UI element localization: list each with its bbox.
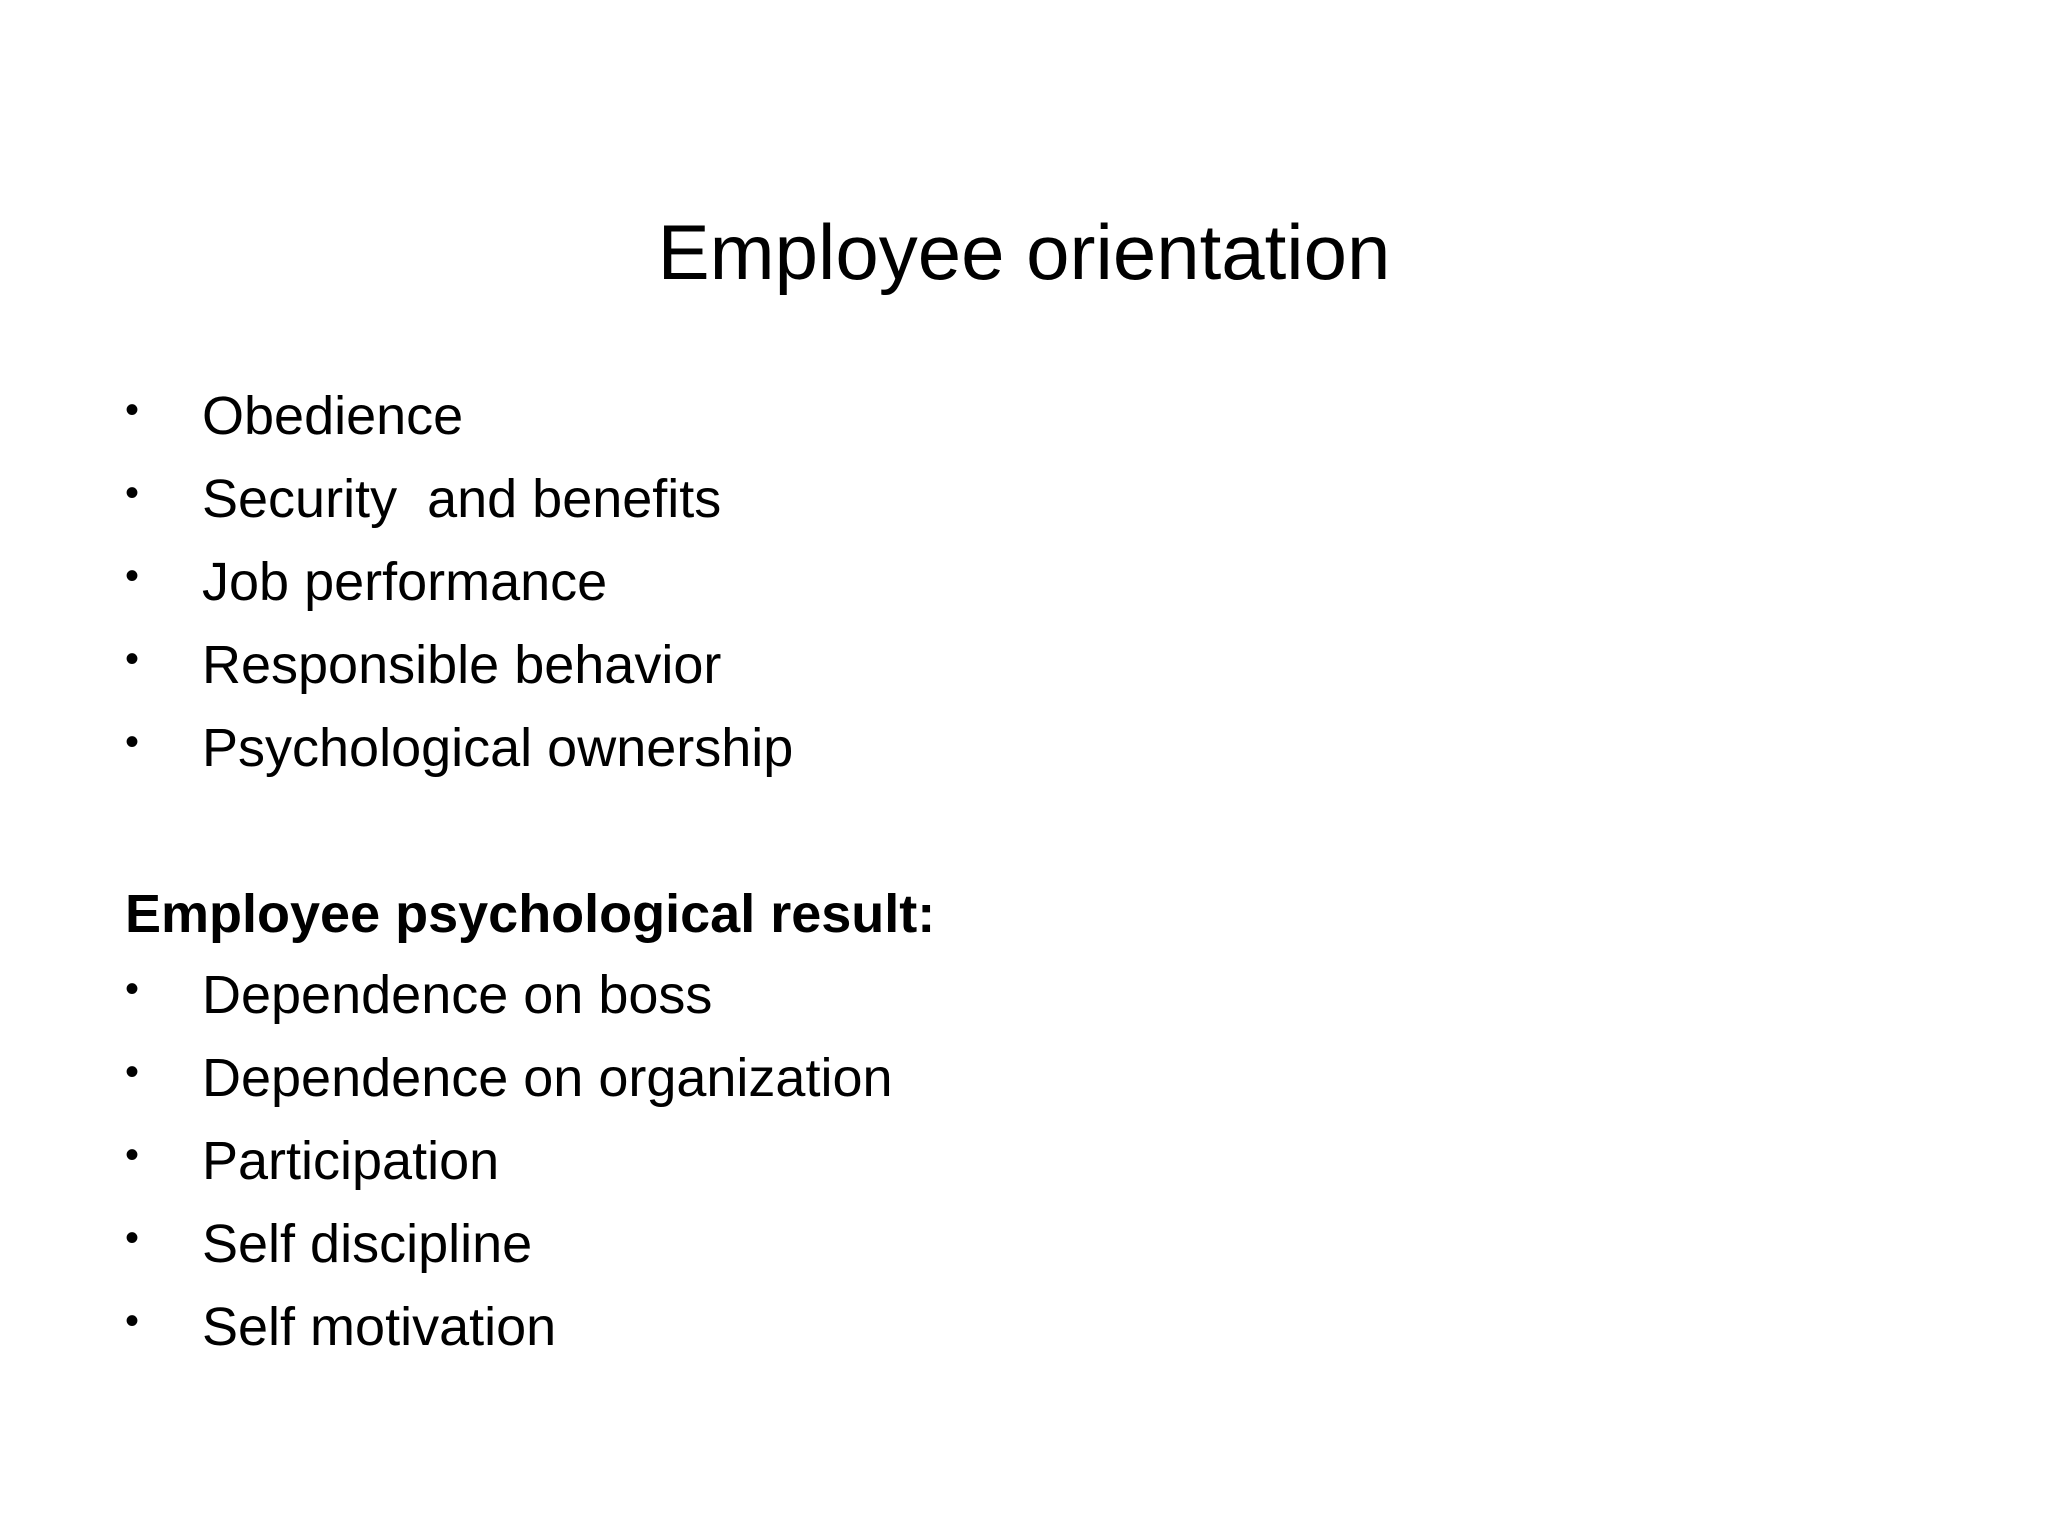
list-item-text: Responsible behavior <box>202 635 722 695</box>
bullet-icon: • <box>125 554 140 598</box>
list-item-text: Self discipline <box>202 1214 533 1274</box>
list-item-text: Security and benefits <box>202 469 722 529</box>
list-item-text: Obedience <box>202 386 464 446</box>
list-item <box>125 375 1925 458</box>
list-item-text: Psychological ownership <box>202 718 794 778</box>
bullet-icon: • <box>125 1050 140 1094</box>
slide-content <box>125 375 1925 1369</box>
bullet-icon: • <box>125 720 140 764</box>
bullet-icon: • <box>125 388 140 432</box>
list-item-text: Self motivation <box>202 1297 557 1357</box>
section-heading: Employee psychological result: <box>125 884 936 944</box>
list-item <box>125 1037 1925 1120</box>
list-spacer <box>125 790 1925 874</box>
list-item <box>125 1203 1925 1286</box>
psychological-result-list <box>125 954 1925 1369</box>
list-item-text: Job performance <box>202 552 608 612</box>
list-item <box>125 1120 1925 1203</box>
slide-title: Employee orientation <box>657 208 1391 297</box>
bullet-icon: • <box>125 471 140 515</box>
list-item <box>125 541 1925 624</box>
list-item <box>125 624 1925 707</box>
list-item <box>125 707 1925 790</box>
bullet-icon: • <box>125 967 140 1011</box>
list-item <box>125 458 1925 541</box>
list-item <box>125 1286 1925 1369</box>
list-item-text: Participation <box>202 1131 500 1191</box>
bullet-icon: • <box>125 1216 140 1260</box>
bullet-icon: • <box>125 1299 140 1343</box>
list-item-text: Dependence on boss <box>202 965 713 1025</box>
list-item-text: Dependence on organization <box>202 1048 893 1108</box>
list-item <box>125 954 1925 1037</box>
bullet-icon: • <box>125 1133 140 1177</box>
bullet-icon: • <box>125 637 140 681</box>
orientation-list <box>125 375 1925 790</box>
